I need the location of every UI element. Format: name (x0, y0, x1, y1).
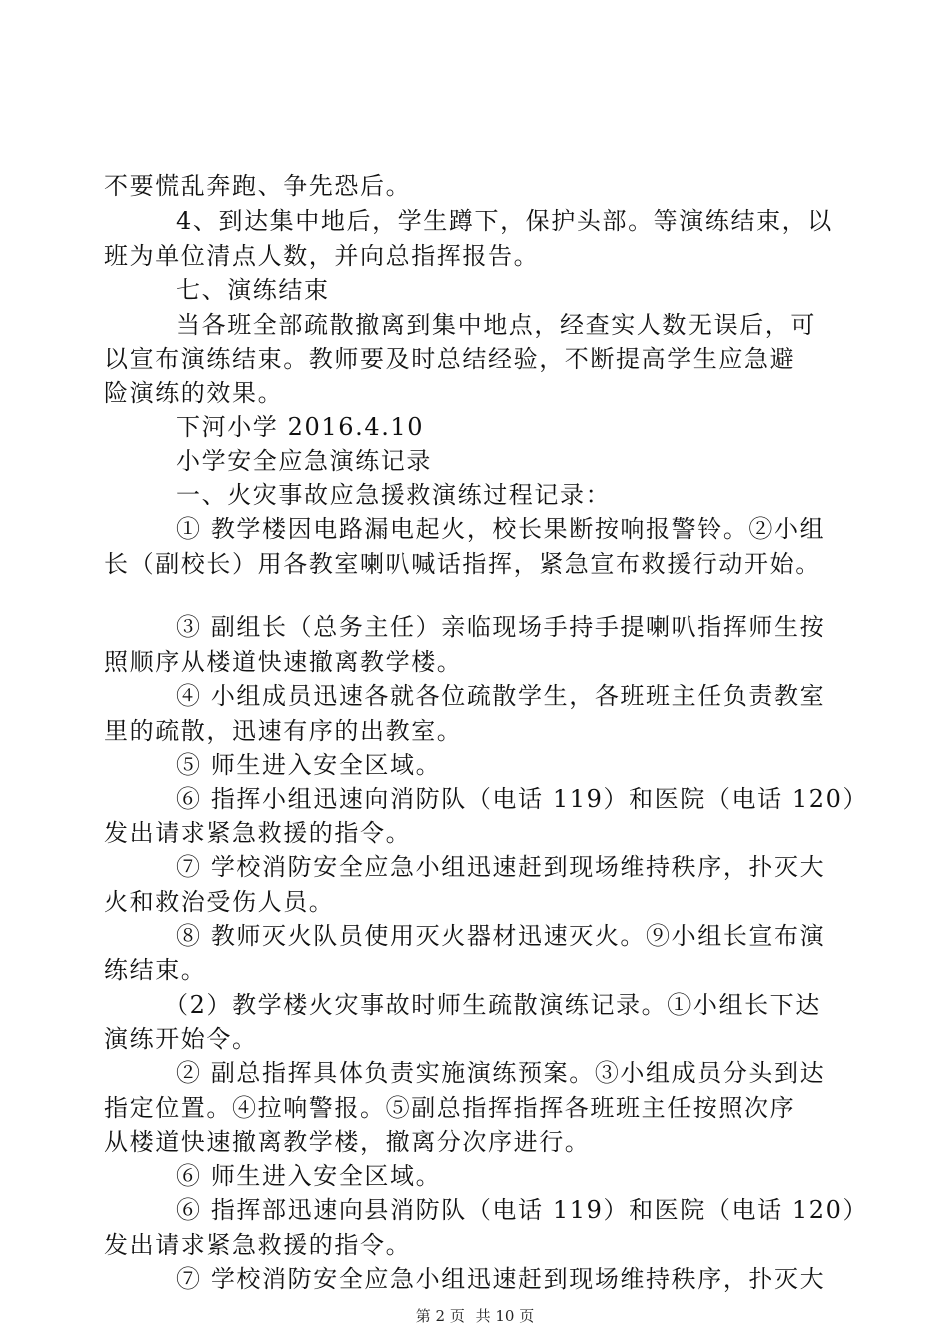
text-line: ⑥ 指挥小组迅速向消防队（电话 119）和医院（电话 120） (176, 785, 869, 813)
text-line: 发出请求紧急救援的指令。 (104, 1231, 412, 1259)
text-line: （2）教学楼火灾事故时师生疏散演练记录。①小组长下达 (164, 991, 821, 1019)
page-total: 共 10 页 (475, 1307, 535, 1325)
text-line: 当各班全部疏散撤离到集中地点，经查实人数无误后，可 (176, 311, 816, 339)
page-footer (0, 1306, 950, 1326)
text-line: 4、到达集中地后，学生蹲下，保护头部。等演练结束，以 (176, 207, 833, 235)
text-line: 指定位置。④拉响警报。⑤副总指挥指挥各班班主任按照次序 (104, 1094, 796, 1122)
text-line: ③ 副组长（总务主任）亲临现场手持手提喇叭指挥师生按 (176, 613, 826, 641)
text-line: 发出请求紧急救援的指令。 (104, 819, 412, 847)
text-line: ② 副总指挥具体负责实施演练预案。③小组成员分头到达 (176, 1059, 826, 1087)
text-line: 里的疏散，迅速有序的出教室。 (104, 717, 463, 745)
text-line: 照顺序从楼道快速撤离教学楼。 (104, 648, 463, 676)
text-line: ⑦ 学校消防安全应急小组迅速赶到现场维持秩序，扑灭大 (176, 1265, 826, 1293)
section-heading: 七、演练结束 (176, 276, 330, 304)
text-line: 练结束。 (104, 956, 207, 984)
text-line: ⑥ 指挥部迅速向县消防队（电话 119）和医院（电话 120） (176, 1196, 869, 1224)
text-line: ① 教学楼因电路漏电起火，校长果断按响报警铃。②小组 (176, 515, 826, 543)
text-line: 班为单位清点人数，并向总指挥报告。 (104, 242, 540, 270)
text-line: 演练开始令。 (104, 1025, 258, 1053)
signature-line: 下河小学 2016.4.10 (176, 413, 425, 441)
text-line: 从楼道快速撤离教学楼，撤离分次序进行。 (104, 1128, 591, 1156)
text-line: 以宣布演练结束。教师要及时总结经验，不断提高学生应急避 (104, 345, 796, 373)
text-line: ④ 小组成员迅速各就各位疏散学生，各班班主任负责教室 (176, 682, 826, 710)
text-line: 险演练的效果。 (104, 379, 284, 407)
text-line: ⑧ 教师灭火队员使用灭火器材迅速灭火。⑨小组长宣布演 (176, 922, 826, 950)
text-line: 不要慌乱奔跑、争先恐后。 (104, 172, 412, 200)
section-heading: 一、火灾事故应急援救演练过程记录： (176, 481, 612, 509)
text-line: ⑤ 师生进入安全区域。 (176, 751, 442, 779)
document-title: 小学安全应急演练记录 (176, 447, 432, 475)
text-line: 长（副校长）用各教室喇叭喊话指挥，紧急宣布救援行动开始。 (104, 550, 821, 578)
text-line: ⑦ 学校消防安全应急小组迅速赶到现场维持秩序，扑灭大 (176, 853, 826, 881)
text-line: 火和救治受伤人员。 (104, 888, 335, 916)
page-number: 第 2 页 (415, 1307, 465, 1325)
text-line: ⑥ 师生进入安全区域。 (176, 1162, 442, 1190)
